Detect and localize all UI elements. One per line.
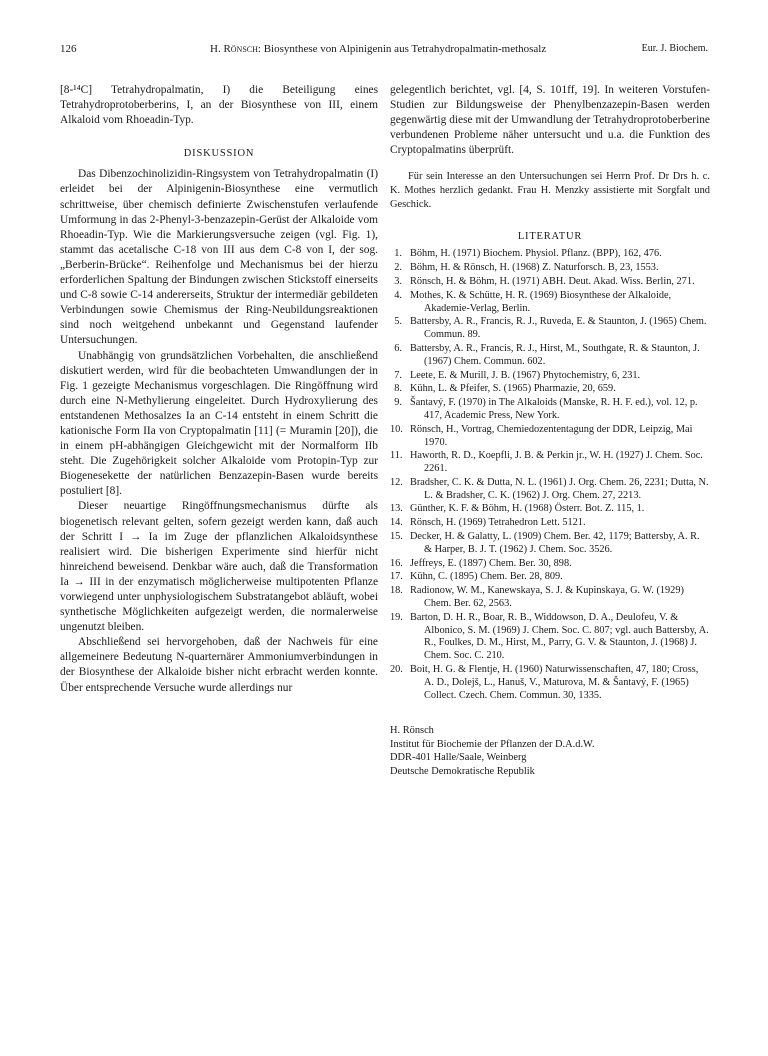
discussion-paragraph: Das Dibenzochinolizidin-Ringsystem von Tetrahydropalmatin (I) erleidet bei der Alpinigenin-Biosynthese eine vermutlich schrittweise, über chemisch definierte Zwischenstufen verlaufende Umformung in das 2-Phenyl-3-benzazepin-Gerüst der Alkaloide vom Rhoeadin-Typ. Wie die Markierungsversuche zeigen (vgl. Fig. 1), stammt das acetalische C-18 von III aus dem C-8 von I, der sog. „Berberin-Brücke“. Reihenfolge und Mechanismus bei der hierzu erforderlichen Spaltung der Bindungen zwischen Stickstoff einerseits und C-8 sowie C-14 andererseits, Struktur der intermediär gebildeten Verbindungen sowie Chemismus der Ring-Neubildungsreaktionen sind noch weitgehend unbekannt und Gegenstand laufender Untersuchungen. [60, 168, 378, 347]
reference-number: 7. [394, 369, 402, 381]
running-title-author: H. Rönsch [210, 43, 258, 55]
reference-item [390, 424, 710, 450]
left-column [60, 83, 378, 696]
reference-item [390, 558, 710, 571]
reference-number: 8. [394, 383, 402, 395]
address-line: H. Rönsch [390, 725, 434, 737]
reference-item [390, 383, 710, 396]
reference-number: 5. [394, 316, 402, 328]
reference-item [390, 503, 710, 516]
reference-number: 11. [390, 450, 403, 462]
page-number: 126 [60, 43, 77, 55]
reference-text: Böhm, H. (1971) Biochem. Physiol. Pflanz. (BPP), 162, 476. [410, 248, 662, 260]
reference-number: 12. [390, 476, 403, 488]
discussion-paragraph: Unabhängig von grundsätzlichen Vorbehalten, die anschließend diskutiert werden, wird für die beobachteten Umwandlungen der in Fig. 1 gezeigte Mechanismus vorgeschlagen. Die Ringöffnung wird durch eine N-Methylierung eingeleitet. Durch Hydroxylierung des entstandenen Methosalzes Ia an C-14 entsteht in einem Schritt die kationische Form IIa von Cryptopalmatin [11] (= Muramin [20]), die in einem pH-abhängigen Gleichgewicht mit der Normalform IIb steht. Die Zugehörigkeit solcher Alkaloide vom Protopin-Typ zur Biogenesekette der natürlichen Benzazepin-Basen wurde bereits postuliert [8]. [60, 349, 378, 498]
reference-item [390, 517, 710, 530]
reference-number: 18. [390, 585, 403, 597]
reference-item [390, 397, 710, 423]
address-line: Deutsche Demokratische Republik [390, 765, 535, 777]
reference-number: 2. [394, 262, 402, 274]
reference-number: 13. [390, 503, 403, 515]
reference-number: 4. [394, 289, 402, 301]
author-address [390, 724, 710, 778]
acknowledgement: Für sein Interesse an den Untersuchungen sei Herrn Prof. Dr Drs h. c. K. Mothes herzlich gedankt. Frau H. Menzky assistierte mit Sorgfalt und Geschick. [390, 171, 710, 210]
address-line: DDR-401 Halle/Saale, Weinberg [390, 752, 527, 764]
reference-item [390, 316, 710, 342]
reference-item [390, 585, 710, 611]
reference-item [390, 531, 710, 557]
reference-number: 10. [390, 423, 403, 435]
reference-item [390, 370, 710, 383]
reference-text: Kühn, C. (1895) Chem. Ber. 28, 809. [410, 571, 563, 583]
reference-text: Radionow, W. M., Kanewskaya, S. J. & Kupinskaya, G. W. (1929) Chem. Ber. 62, 2563. [410, 585, 684, 610]
running-title [210, 41, 546, 57]
reference-text: Battersby, A. R., Francis, R. J., Ruveda, E. & Staunton, J. (1965) Chem. Commun. 89. [410, 316, 707, 341]
discussion-paragraph: Dieser neuartige Ringöffnungsmechanismus dürfte als biogenetisch relevant gelten, sofern gezeigt werden kann, daß auch der Schritt I → Ia im Zuge der pflanzlichen Alkaloidsynthese realisiert wird. Die bisherigen Experimente sind hierfür nicht hinreichend beweisend. Denkbar wäre auch, daß die Transformation Ia → III in der enzymatisch möglicherweise multipotenten Pflanze vorwiegend unter unphysiologischem Substratangebot abläuft, wobei synthetische Möglichkeiten aufgezeigt werden, die normalerweise ungenutzt bleiben. [60, 500, 378, 634]
reference-item [390, 343, 710, 369]
reference-text: Rönsch, H. & Böhm, H. (1971) ABH. Deut. Akad. Wiss. Berlin, 271. [410, 275, 695, 287]
reference-number: 16. [390, 557, 403, 569]
reference-text: Kühn, L. & Pfeifer, S. (1965) Pharmazie, 20, 659. [410, 383, 616, 395]
reference-text: Šantavý, F. (1970) in The Alkaloids (Manske, R. H. F. ed.), vol. 12, p. 417, Academic Press, New York. [410, 397, 698, 421]
reference-text: Jeffreys, E. (1897) Chem. Ber. 30, 898. [410, 557, 572, 569]
running-title-text: : Biosynthese von Alpinigenin aus Tetrahydropalmatin-methosalz [257, 43, 547, 55]
reference-number: 3. [394, 275, 402, 287]
references-heading: LITERATUR [517, 231, 583, 243]
reference-text: Günther, K. F. & Böhm, H. (1968) Österr. Bot. Z. 115, 1. [410, 503, 645, 515]
right-column [390, 83, 710, 778]
reference-text: Barton, D. H. R., Boar, R. B., Widdowson, D. A., Deulofeu, V. & Albonico, S. M. (1969) J. Chem. Soc. C. 807; vgl. auch Battersby, A. R., Foulkes, D. M., Hirst, M., Parry, G. V. & Staunton, J. (1968) J. Chem. Soc. C. 210. [410, 611, 709, 662]
reference-text: Böhm, H. & Rönsch, H. (1968) Z. Naturforsch. B, 23, 1553. [410, 262, 659, 274]
reference-number: 14. [390, 517, 403, 529]
section-heading-diskussion: DISKUSSION [183, 148, 255, 160]
reference-number: 20. [390, 664, 403, 676]
reference-number: 6. [394, 342, 402, 354]
reference-item [390, 571, 710, 584]
intro-paragraph: [8-¹⁴C] Tetrahydropalmatin, I) die Beteiligung eines Tetrahydroprotoberberins, I, an der Biosynthese von III, einem Alkaloid vom Rhoeadin-Typ. [60, 84, 378, 127]
reference-text: Leete, E. & Murill, J. B. (1967) Phytochemistry, 6, 231. [410, 369, 641, 381]
reference-text: Decker, H. & Galatty, L. (1909) Chem. Ber. 42, 1179; Battersby, A. R. & Harper, B. J. T. (1962) J. Chem. Soc. 3526. [410, 531, 700, 555]
running-header [60, 41, 708, 57]
reference-item [390, 276, 710, 289]
reference-text: Mothes, K. & Schütte, H. R. (1969) Biosynthese der Alkaloide, Akademie-Verlag, Berlin. [410, 289, 672, 314]
reference-item [390, 612, 710, 663]
reference-item [390, 248, 710, 261]
continuation-paragraph: gelegentlich berichtet, vgl. [4, S. 101ff, 19]. In weiteren Vorstufen-Studien zur Bildungsweise der Phenylbenzazepin-Basen werden gegenwärtig diese mit der Umwandlung der Tetrahydroprotoberberine verbundenen Probleme näher untersucht und u.a. die Funktion des Cryptopalmatins überprüft. [390, 84, 710, 157]
address-line: Institut für Biochemie der Pflanzen der D.A.d.W. [390, 738, 595, 750]
reference-number: 15. [390, 531, 403, 543]
reference-text: Battersby, A. R., Francis, R. J., Hirst, M., Southgate, R. & Staunton, J. (1967) Chem. Commun. 602. [410, 342, 700, 367]
reference-list [390, 248, 710, 702]
reference-item [390, 477, 710, 503]
journal-abbrev: Eur. J. Biochem. [641, 43, 708, 54]
reference-number: 1. [394, 248, 402, 260]
reference-item [390, 664, 710, 702]
reference-text: Boit, H. G. & Flentje, H. (1960) Naturwissenschaften, 47, 180; Cross, A. D., Doleјš, L., Hanuš, V., Maturova, M. & Šantavý, F. (1965) Collect. Czech. Chem. Commun. 30, 1335. [410, 664, 699, 701]
reference-item [390, 450, 710, 476]
reference-text: Bradsher, C. K. & Dutta, N. L. (1961) J. Org. Chem. 26, 2231; Dutta, N. L. & Bradsher, C. K. (1962) J. Org. Chem. 27, 2213. [410, 476, 709, 501]
discussion-paragraph: Abschließend sei hervorgehoben, daß der Nachweis für eine allgemeinere Bedeutung N-quarternärer Ammoniumverbindungen in der Biosynthese der Alkaloide bisher nicht erbracht werden konnte. Über entsprechende Versuche wurde allerdings nur [60, 636, 378, 694]
reference-text: Rönsch, H., Vortrag, Chemiedozententagung der DDR, Leipzig, Mai 1970. [410, 423, 693, 448]
reference-item [390, 290, 710, 316]
reference-item [390, 262, 710, 275]
reference-number: 9. [394, 397, 402, 409]
reference-text: Haworth, R. D., Koepfli, J. B. & Perkin jr., W. H. (1927) J. Chem. Soc. 2261. [410, 450, 703, 475]
reference-number: 19. [390, 611, 403, 623]
reference-number: 17. [390, 571, 403, 583]
reference-text: Rönsch, H. (1969) Tetrahedron Lett. 5121. [410, 517, 586, 529]
